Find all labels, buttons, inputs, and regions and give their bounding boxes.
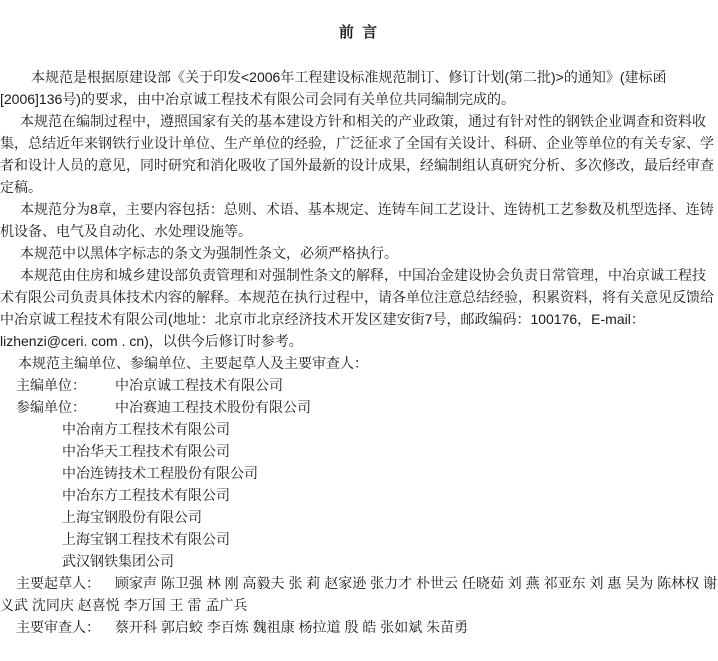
co-editor-value: 中冶赛迪工程技术股份有限公司 <box>115 399 311 415</box>
drafters-line <box>0 572 718 616</box>
reviewers-line <box>0 616 718 638</box>
co-editor-unit: 中冶华天工程技术有限公司 <box>62 443 230 459</box>
paragraph-management-feedback: 本规范由住房和城乡建设部负责管理和对强制性条文的解释，中国冶金建设协会负责日常管理，中冶京诚工程技术有限公司负责具体技术内容的解释。本规范在执行过程中，请各单位注意总结经验，积累资料，将有关意见反馈给中冶京诚工程技术有限公司(地址：北京市北京经济技术开发区建安街7号，邮政编码：100176，E-mail：lizhenzi@ceri. com . cn)，以供今后修订时参考。 <box>0 267 714 349</box>
paragraph-credits-intro: 本规范主编单位、参编单位、主要起草人及主要审查人： <box>18 355 368 371</box>
paragraph-process: 本规范在编制过程中，遵照国家有关的基本建设方针和相关的产业政策，通过有针对性的钢铁企业调查和资料收集，总结近年来钢铁行业设计单位、生产单位的经验，广泛征求了全国有关设计、科研、企业等单位的有关专家、学者和设计人员的意见，同时研究和消化吸收了国外最新的设计成果，经编制组认真研究分析、多次修改，最后经审查定稿。 <box>0 113 714 195</box>
co-editor-unit-list <box>0 418 718 572</box>
co-editor-unit: 武汉钢铁集团公司 <box>62 553 174 569</box>
paragraph-basis: 本规范是根据原建设部《关于印发<2006年工程建设标准规范制订、修订计划(第二批)>的通知》(建标函[2006]136号)的要求，由中冶京诚工程技术有限公司会同有关单位共同编制完成的。 <box>0 69 667 107</box>
paragraph-contents: 本规范分为8章，主要内容包括：总则、术语、基本规定、连铸车间工艺设计、连铸机工艺参数及机型选择、连铸机设备、电气及自动化、水处理设施等。 <box>0 201 714 239</box>
paragraph-mandatory-clauses: 本规范中以黑体字标志的条文为强制性条文，必须严格执行。 <box>20 245 398 261</box>
reviewers-names: 蔡开科 郭启蛟 李百炼 魏祖康 杨拉道 殷 皓 张如斌 朱苗勇 <box>115 619 469 635</box>
chief-editor-label: 主编单位： <box>16 377 86 393</box>
drafters-label: 主要起草人： <box>16 575 100 591</box>
co-editor-unit: 中冶连铸技术工程股份有限公司 <box>62 465 258 481</box>
reviewers-label: 主要审查人： <box>16 619 100 635</box>
co-editor-label: 参编单位： <box>16 399 86 415</box>
co-editor-unit: 中冶东方工程技术有限公司 <box>62 487 230 503</box>
co-editor-unit: 上海宝钢股份有限公司 <box>62 509 202 525</box>
page-title: 前 言 <box>338 24 380 41</box>
co-editor-unit: 上海宝钢工程技术有限公司 <box>62 531 230 547</box>
chief-editor-value: 中冶京诚工程技术有限公司 <box>115 377 283 393</box>
chief-editor-line <box>0 374 718 396</box>
drafters-names: 顾家声 陈卫强 林 刚 高毅夫 张 莉 赵家逊 张力才 朴世云 任晓茹 刘 燕 祁亚东 刘 惠 吴为 陈林权 谢义武 沈同庆 赵喜悦 李万国 王 雷 孟广兵 <box>0 575 718 613</box>
co-editor-unit: 中冶南方工程技术有限公司 <box>62 421 230 437</box>
co-editor-line <box>0 396 718 418</box>
